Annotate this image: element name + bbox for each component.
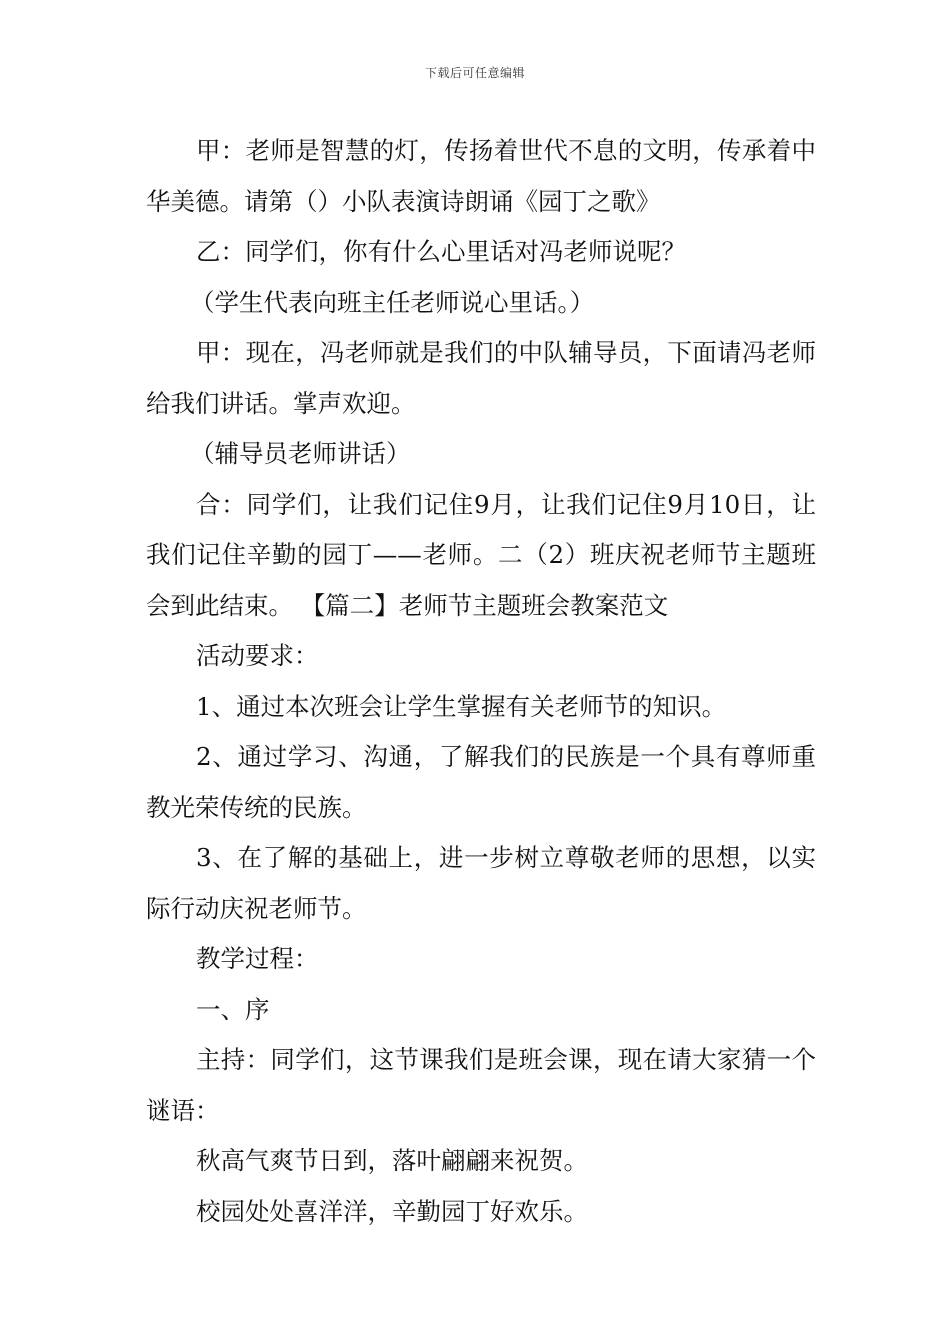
paragraph-teaching-process-heading: 教学过程： (196, 944, 319, 973)
paragraph-requirement-1: 1、通过本次班会让学生掌握有关老师节的知识。 (196, 691, 727, 721)
paragraph-requirement-2: 2、通过学习、沟通，了解我们的民族是一个具有尊师重教光荣传统的民族。 (146, 742, 816, 822)
paragraph-yi-1: 乙：同学们，你有什么心里话对冯老师说呢？ (196, 237, 686, 266)
paragraph-stage-direction-1: （学生代表向班主任老师说心里话。） (190, 287, 595, 317)
document-body (146, 126, 816, 1237)
paragraph-riddle-line-1: 秋高气爽节日到，落叶翩翩来祝贺。 (196, 1146, 588, 1175)
paragraph-he: 合：同学们，让我们记住9月，让我们记住9月10日，让我们记住辛勤的园丁——老师。二（2）班庆祝老师节主题班会到此结束。 【篇二】老师节主题班会教案范文 (146, 489, 816, 620)
paragraph-activity-requirements-heading: 活动要求： (196, 641, 319, 670)
paragraph-host: 主持：同学们，这节课我们是班会课，现在请大家猜一个谜语： (146, 1045, 816, 1125)
paragraph-requirement-3: 3、在了解的基础上，进一步树立尊敬老师的思想，以实际行动庆祝老师节。 (146, 843, 816, 923)
paragraph-jia-1: 甲：老师是智慧的灯，传扬着世代不息的文明，传承着中华美德。请第（）小队表演诗朗诵《园丁之歌》 (146, 136, 816, 216)
paragraph-section-one: 一、序 (196, 994, 270, 1024)
paragraph-jia-2: 甲：现在，冯老师就是我们的中队辅导员，下面请冯老师给我们讲话。掌声欢迎。 (146, 338, 816, 418)
paragraph-stage-direction-2: （辅导员老师讲话） (190, 439, 411, 468)
paragraph-riddle-line-2: 校园处处喜洋洋，辛勤园丁好欢乐。 (196, 1196, 588, 1226)
header-note: 下载后可任意编辑 (424, 66, 525, 80)
